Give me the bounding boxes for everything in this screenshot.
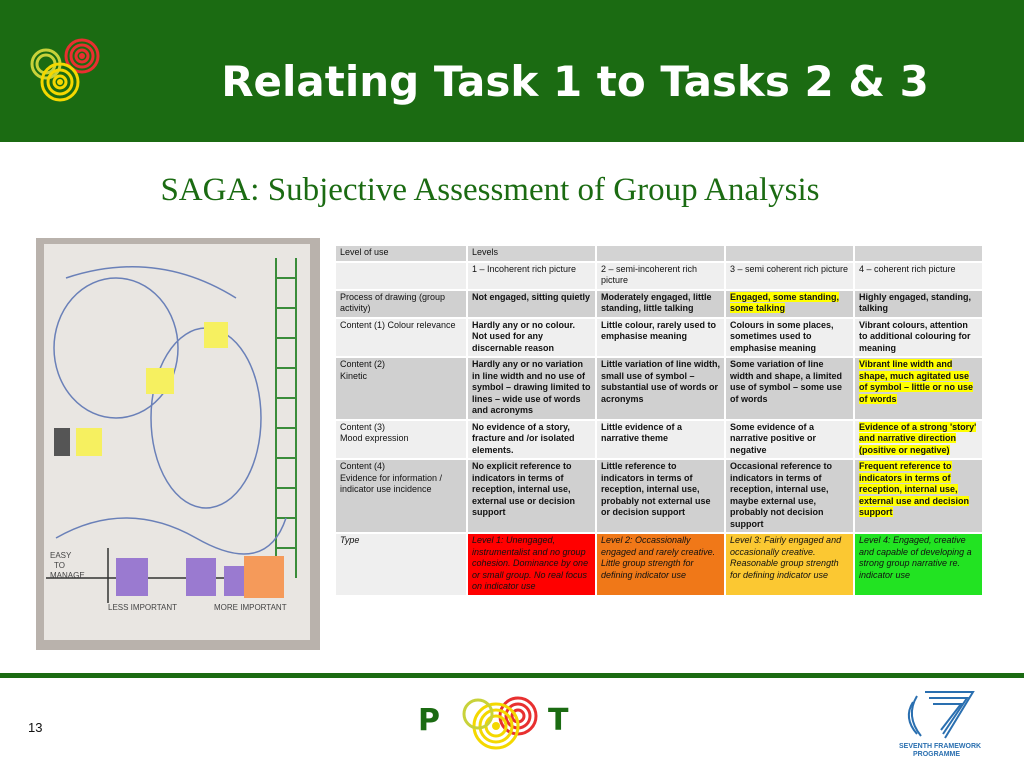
row-label-line2: Mood expression [340,433,409,443]
to-label: TO [54,561,65,570]
row-label: Content (1) Colour relevance [336,319,466,357]
fp7-label-line2: PROGRAMME [913,751,961,758]
highlighted-text: Vibrant line width and shape, much agitated use of symbol – little or no use of words [859,359,974,404]
page-number: 13 [28,720,43,735]
highlighted-text: Evidence of a strong 'story' and narrative direction (positive or negative) [859,421,977,455]
table-cell: No evidence of a story, fracture and /or isolated elements. [468,421,595,459]
title-bar [0,0,1024,142]
saga-table [334,244,984,597]
table-row [336,291,982,317]
rich-picture-photo [36,238,320,650]
table-cell: Little variation of line width, small use of symbol – substantial use of words or acronyms [597,358,724,419]
type-level-1-cell: Level 1: Unengaged, instrumentalist and no group cohesion. Dominance by one or small group. No real focus on indicator use [468,534,595,595]
header-cell [597,246,724,261]
row-label-line1: Content (3) [340,421,386,432]
header-cell: Levels [468,246,595,261]
manage-label: MANAGE [50,571,85,580]
table-cell: Moderately engaged, little standing, little talking [597,291,724,317]
row-label [336,421,466,459]
highlighted-text: Frequent reference to indicators in terms of reception, internal use, external use and decision support [859,461,970,517]
table-cell: Not engaged, sitting quietly [468,291,595,317]
concentric-circles-logo [24,36,114,106]
row-label: Type [336,534,466,595]
type-row [336,534,982,595]
row-label: Process of drawing (group activity) [336,291,466,317]
table-cell: 2 – semi-incoherent rich picture [597,263,724,289]
table-cell: Colours in some places, sometimes used to emphasise meaning [726,319,853,357]
table-cell: Occasional reference to indicators in terms of reception, internal use, maybe external use, probably not decision support [726,460,853,532]
table-cell: Vibrant colours, attention to additional colouring for meaning [855,319,982,357]
slide-subtitle: SAGA: Subjective Assessment of Group Analysis [160,172,820,208]
table-cell: Hardly any or no colour. Not used for any discernable reason [468,319,595,357]
table-row [336,319,982,357]
easy-label: EASY [50,551,72,560]
header-cell [855,246,982,261]
flipchart-drawing [36,238,320,650]
table-cell: Little colour, rarely used to emphasise meaning [597,319,724,357]
table-cell: 3 – semi coherent rich picture [726,263,853,289]
row-label-line2: Kinetic [340,370,368,381]
highlighted-text: Engaged, some standing, some talking [730,291,840,313]
row-label-line1: Content (4) [340,461,386,471]
footer-divider [0,673,1024,678]
table-cell [855,358,982,419]
header-cell: Level of use [336,246,466,261]
more-important-label: MORE IMPORTANT [214,603,287,612]
table-cell [855,421,982,459]
slide-title: Relating Task 1 to Tasks 2 & 3 [221,57,929,106]
table-cell: Little evidence of a narrative theme [597,421,724,459]
post-logo-letter-p: P [418,703,440,738]
table-cell: 4 – coherent rich picture [855,263,982,289]
table-cell: No explicit reference to indicators in terms of reception, internal use, external use or decision support [468,460,595,532]
fp7-label-line1: SEVENTH FRAMEWORK [899,743,982,750]
table-row [336,358,982,419]
table-cell: Hardly any or no variation in line width and no use of symbol – drawing limited to lines – wide use of words and acronyms [468,358,595,419]
type-level-4-cell: Level 4: Engaged, creative and capable of developing a strong group narrative re. indicator use [855,534,982,595]
row-label-line2: Evidence for information / indicator use incidence [340,472,443,494]
row-label [336,460,466,532]
post-logo-letter-t: T [548,703,569,738]
levels-row [336,263,982,289]
table-header-row [336,246,982,261]
fp7-logo [895,686,985,758]
table-cell [726,291,853,317]
table-row [336,421,982,459]
table-cell: Some variation of line width and shape, a limited use of symbol – some use of words [726,358,853,419]
post-project-logo [418,686,598,756]
table-cell: Some evidence of a narrative positive or negative [726,421,853,459]
table-cell: Little reference to indicators in terms of reception, internal use, probably not external use or decision support [597,460,724,532]
table-cell [336,263,466,289]
table-row [336,460,982,532]
type-level-3-cell: Level 3: Fairly engaged and occasionally creative. Reasonable group strength for defining indicator use [726,534,853,595]
type-level-2-cell: Level 2: Occassionally engaged and rarely creative. Little group strength for defining indicator use [597,534,724,595]
header-cell [726,246,853,261]
row-label-line1: Content (2) [340,359,386,369]
table-cell: 1 – Incoherent rich picture [468,263,595,289]
table-cell [855,460,982,532]
row-label [336,358,466,419]
table-cell: Highly engaged, standing, talking [855,291,982,317]
less-important-label: LESS IMPORTANT [108,603,178,612]
